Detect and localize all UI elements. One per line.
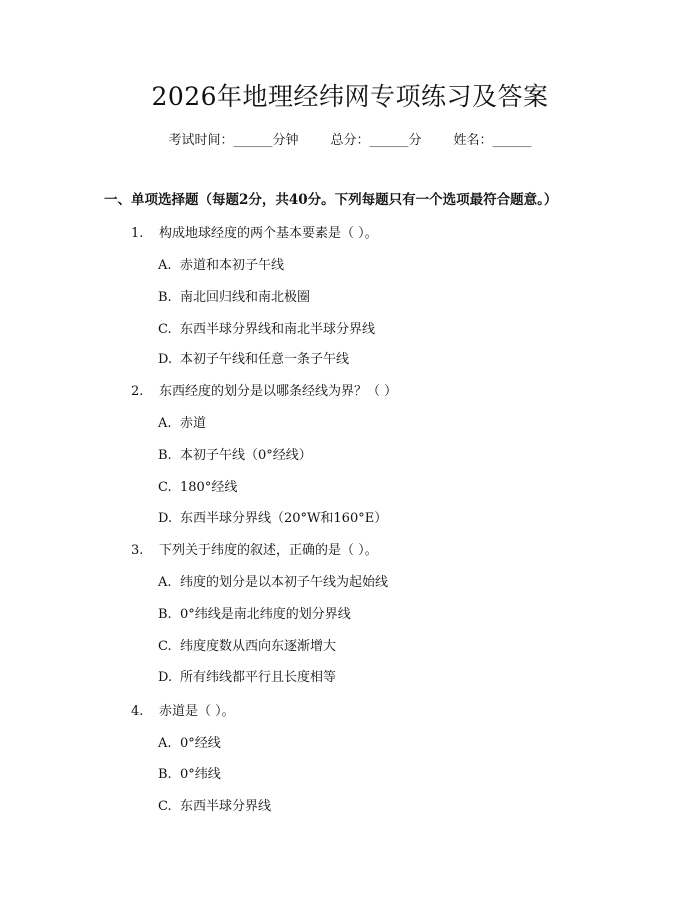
total-score-field: 总分：______分: [330, 133, 422, 148]
option-item: [158, 605, 351, 625]
question-item: [131, 382, 397, 402]
option-letter: D.: [158, 352, 173, 367]
option-text: 0°经线: [180, 736, 221, 751]
option-text: 纬度的划分是以本初子午线为起始线: [180, 575, 389, 590]
option-item: [158, 288, 310, 308]
question-number: 1.: [131, 226, 144, 241]
option-text: 本初子午线（0°经线）: [180, 448, 312, 463]
option-text: 180°经线: [180, 480, 238, 495]
section-heading: 一、单项选择题（每题2分，共40分。下列每题只有一个选项最符合题意。）: [104, 192, 558, 208]
exam-info-line: [0, 131, 700, 151]
question-item: [131, 224, 378, 244]
option-item: [158, 797, 271, 817]
option-text: 东西半球分界线: [180, 799, 272, 814]
option-text: 0°纬线是南北纬度的划分界线: [180, 607, 351, 622]
question-number: 3.: [131, 543, 144, 558]
question-number: 4.: [131, 704, 144, 719]
option-item: [158, 734, 221, 754]
option-text: 东西半球分界线和南北半球分界线: [180, 322, 376, 337]
option-item: [158, 573, 388, 593]
option-letter: B.: [158, 448, 172, 463]
option-text: 0°纬线: [180, 767, 221, 782]
option-letter: C.: [158, 322, 172, 337]
option-text: 南北回归线和南北极圈: [180, 290, 311, 305]
option-text: 纬度度数从西向东逐渐增大: [180, 639, 337, 654]
option-letter: C.: [158, 799, 172, 814]
option-item: [158, 509, 387, 529]
exam-time-field: 考试时间：______分钟: [168, 133, 299, 148]
option-letter: A.: [158, 258, 172, 273]
option-item: [158, 478, 237, 498]
option-text: 赤道: [180, 416, 207, 431]
question-item: [131, 541, 378, 561]
option-text: 东西半球分界线（20°W和160°E）: [180, 511, 388, 526]
option-item: [158, 765, 221, 785]
option-letter: B.: [158, 607, 172, 622]
document-title: 2026年地理经纬网专项练习及答案: [151, 82, 549, 111]
question-text: 构成地球经度的两个基本要素是（ ）。: [159, 226, 378, 241]
option-item: [158, 320, 375, 340]
option-item: [158, 446, 312, 466]
question-text: 东西经度的划分是以哪条经线为界？（ ）: [159, 384, 398, 399]
option-letter: A.: [158, 416, 172, 431]
question-text: 下列关于纬度的叙述，正确的是（ ）。: [159, 543, 378, 558]
option-letter: C.: [158, 480, 172, 495]
option-letter: B.: [158, 290, 172, 305]
option-item: [158, 637, 336, 657]
option-letter: D.: [158, 511, 173, 526]
option-item: [158, 350, 349, 370]
option-letter: B.: [158, 767, 172, 782]
option-text: 所有纬线都平行且长度相等: [180, 670, 337, 685]
question-item: [131, 702, 235, 722]
question-number: 2.: [131, 384, 144, 399]
option-text: 本初子午线和任意一条子午线: [180, 352, 350, 367]
option-letter: A.: [158, 736, 172, 751]
option-item: [158, 256, 284, 276]
option-item: [158, 668, 336, 688]
option-letter: C.: [158, 639, 172, 654]
option-letter: A.: [158, 575, 172, 590]
option-text: 赤道和本初子午线: [180, 258, 285, 273]
student-name-field: 姓名：______: [453, 133, 532, 148]
option-letter: D.: [158, 670, 173, 685]
option-item: [158, 414, 206, 434]
question-text: 赤道是（ ）。: [159, 704, 235, 719]
